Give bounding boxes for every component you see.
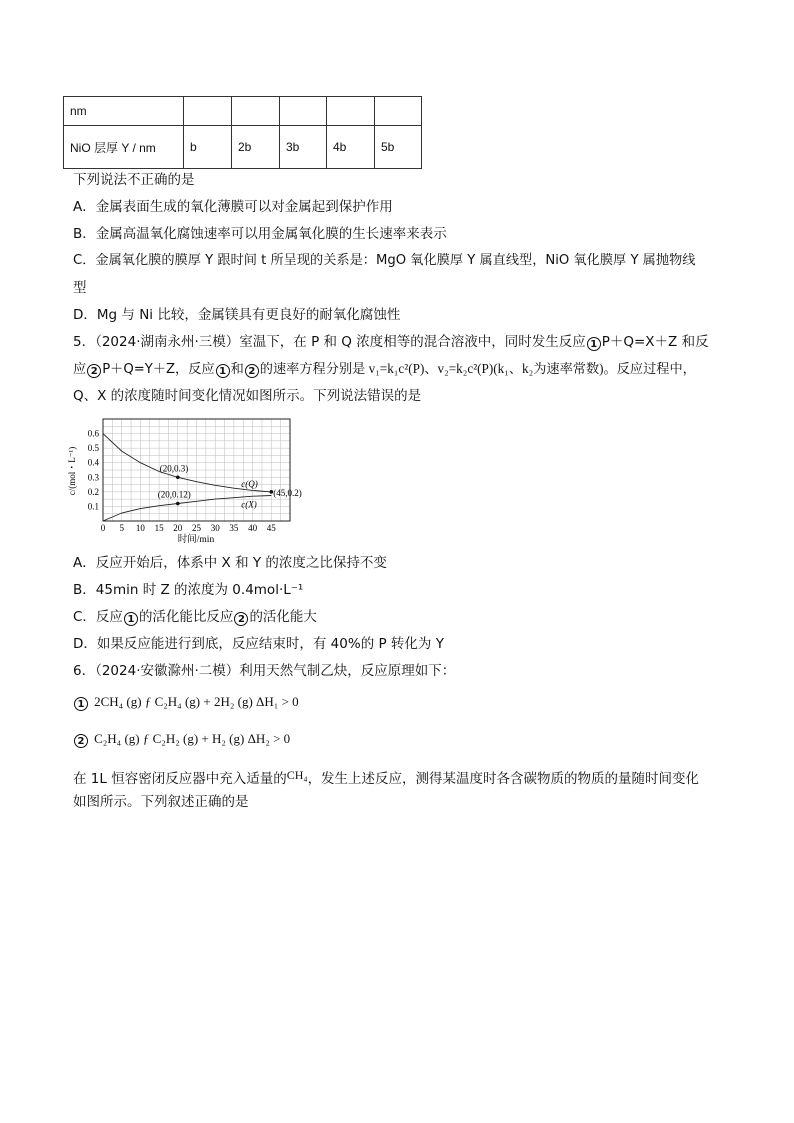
table-cell — [280, 97, 327, 126]
table-cell: 2b — [232, 126, 280, 169]
q4-option-a: A．金属表面生成的氧化薄膜可以对金属起到保护作用 — [73, 199, 393, 215]
q6-line-1: 6．（2024·安徽滁州·二模）利用天然气制乙炔，反应原理如下： — [73, 663, 456, 679]
y-tick-label: 0.6 — [87, 428, 99, 439]
table-cell — [232, 97, 280, 126]
q4-option-c: C．金属氧化膜的膜厚 Y 跟时间 t 所呈现的关系是：MgO 氧化膜厚 Y 属直线型，NiO 氧化膜厚 Y 属抛物线 — [73, 253, 696, 268]
x-tick-label: 0 — [100, 523, 106, 533]
q5-line-1 — [73, 332, 709, 352]
q5-text: 5．（2024·湖南永州·三模）室温下，在 P 和 Q 浓度相等的混合溶液中，同时发生反应 — [73, 334, 586, 350]
circled-number-1: 1 — [587, 337, 601, 351]
x-tick-label: 20 — [173, 523, 183, 533]
q5-option-d: D．如果反应能进行到底，反应结束时，有 40%的 P 转化为 Y — [73, 636, 444, 652]
x-tick-label: 25 — [192, 523, 201, 533]
x-tick-label: 35 — [229, 523, 239, 533]
table-row — [64, 126, 422, 169]
q5-option-c — [73, 607, 317, 627]
table-cell: b — [184, 126, 232, 169]
table-cell: 3b — [280, 126, 327, 169]
y-tick-label: 0.5 — [87, 443, 99, 454]
q4-option-b: B．金属高温氧化腐蚀速率可以用金属氧化膜的生长速率来表示 — [73, 226, 447, 242]
x-tick-label: 5 — [119, 523, 124, 533]
q6-text: ，发生上述反应，测得某温度时各含碳物质的物质的量随时间变化 — [307, 771, 700, 787]
q6-line-2 — [73, 765, 699, 789]
data-label: (45,0.2) — [273, 487, 302, 498]
x-tick-label: 40 — [248, 523, 258, 533]
y-axis-ticks — [88, 429, 100, 512]
table-cell: nm — [64, 97, 184, 126]
x-tick-label: 45 — [266, 523, 276, 533]
data-point — [176, 475, 180, 479]
q5-line-3: Q、X 的浓度随时间变化情况如图所示。下列说法错误的是 — [73, 388, 422, 404]
circled-number-1: 1 — [74, 697, 88, 711]
reaction-equation-2: C₂H₄ (g) ƒ C₂H₂ (g) + H₂ (g) ΔH₂ > 0 — [94, 731, 291, 746]
ch4-formula: CH₄ — [286, 768, 308, 782]
q5-text: C．反应 — [73, 609, 123, 625]
q5-line-2 — [73, 359, 696, 380]
x-axis-label: 时间/min — [177, 535, 215, 545]
y-tick-label: 0.1 — [87, 501, 99, 512]
q5-text: P＋Q=X＋Z 和反 — [601, 334, 709, 350]
circled-number-1: 1 — [124, 612, 138, 626]
q5-text: P＋Q=Y＋Z，反应 — [102, 362, 215, 377]
circled-number-2: 2 — [87, 364, 101, 378]
q6-reaction-2 — [73, 728, 290, 748]
y-tick-label: 0.3 — [87, 472, 99, 483]
q5-rate-equations: 的速率方程分别是 v₁=k₁c²(P)、v₂=k₂c²(P)(k₁、k₂为速率常数)。反应过程中， — [259, 361, 696, 376]
table-cell — [184, 97, 232, 126]
series-label: c(Q) — [241, 478, 258, 489]
q6-line-3: 如图所示。下列叙述正确的是 — [73, 794, 249, 810]
table-row — [64, 97, 422, 126]
nio-thickness-table — [63, 96, 422, 169]
data-label: (20,0.3) — [159, 463, 189, 474]
y-tick-label: 0.4 — [87, 457, 99, 468]
table-cell — [375, 97, 422, 126]
chart-grid — [103, 419, 290, 521]
q5-text: 的活化能比反应 — [138, 609, 234, 625]
q4-option-d: D．Mg 与 Ni 比较，金属镁具有更良好的耐氧化腐蚀性 — [73, 307, 401, 323]
circled-number-2: 2 — [245, 364, 259, 378]
q5-option-b: B．45min 时 Z 的浓度为 0.4mol·L⁻¹ — [73, 582, 304, 598]
q5-text: 的活化能大 — [249, 609, 317, 625]
x-tick-label: 10 — [135, 523, 145, 533]
series-label: c(X) — [241, 499, 257, 510]
y-axis-label: c/(mol・L⁻¹) — [67, 446, 77, 496]
table-cell: 5b — [375, 126, 422, 169]
table-cell: NiO 层厚 Y / nm — [64, 126, 184, 169]
q5-option-a: A．反应开始后，体系中 X 和 Y 的浓度之比保持不变 — [73, 555, 387, 571]
q5-text: 和 — [230, 362, 244, 377]
x-axis-ticks — [101, 523, 277, 533]
y-tick-label: 0.2 — [87, 486, 99, 497]
circled-number-1: 1 — [216, 364, 230, 378]
x-tick-label: 30 — [210, 523, 220, 533]
circled-number-2: 2 — [74, 734, 88, 748]
q4-option-c-cont: 型 — [73, 280, 87, 296]
q6-reaction-1 — [73, 691, 299, 711]
x-tick-label: 15 — [154, 523, 164, 533]
circled-number-2: 2 — [234, 612, 248, 626]
reaction-equation-1: 2CH₄ (g) ƒ C₂H₄ (g) + 2H₂ (g) ΔH₁ > 0 — [94, 694, 299, 709]
data-point — [176, 502, 180, 506]
concentration-time-chart — [66, 413, 302, 545]
q6-text: 在 1L 恒容密闭反应器中充入适量的 — [73, 771, 287, 787]
q4-stem: 下列说法不正确的是 — [73, 172, 195, 188]
q5-text: 应 — [73, 362, 87, 377]
table-cell — [327, 97, 375, 126]
table-cell: 4b — [327, 126, 375, 169]
data-label: (20,0.12) — [157, 489, 191, 500]
